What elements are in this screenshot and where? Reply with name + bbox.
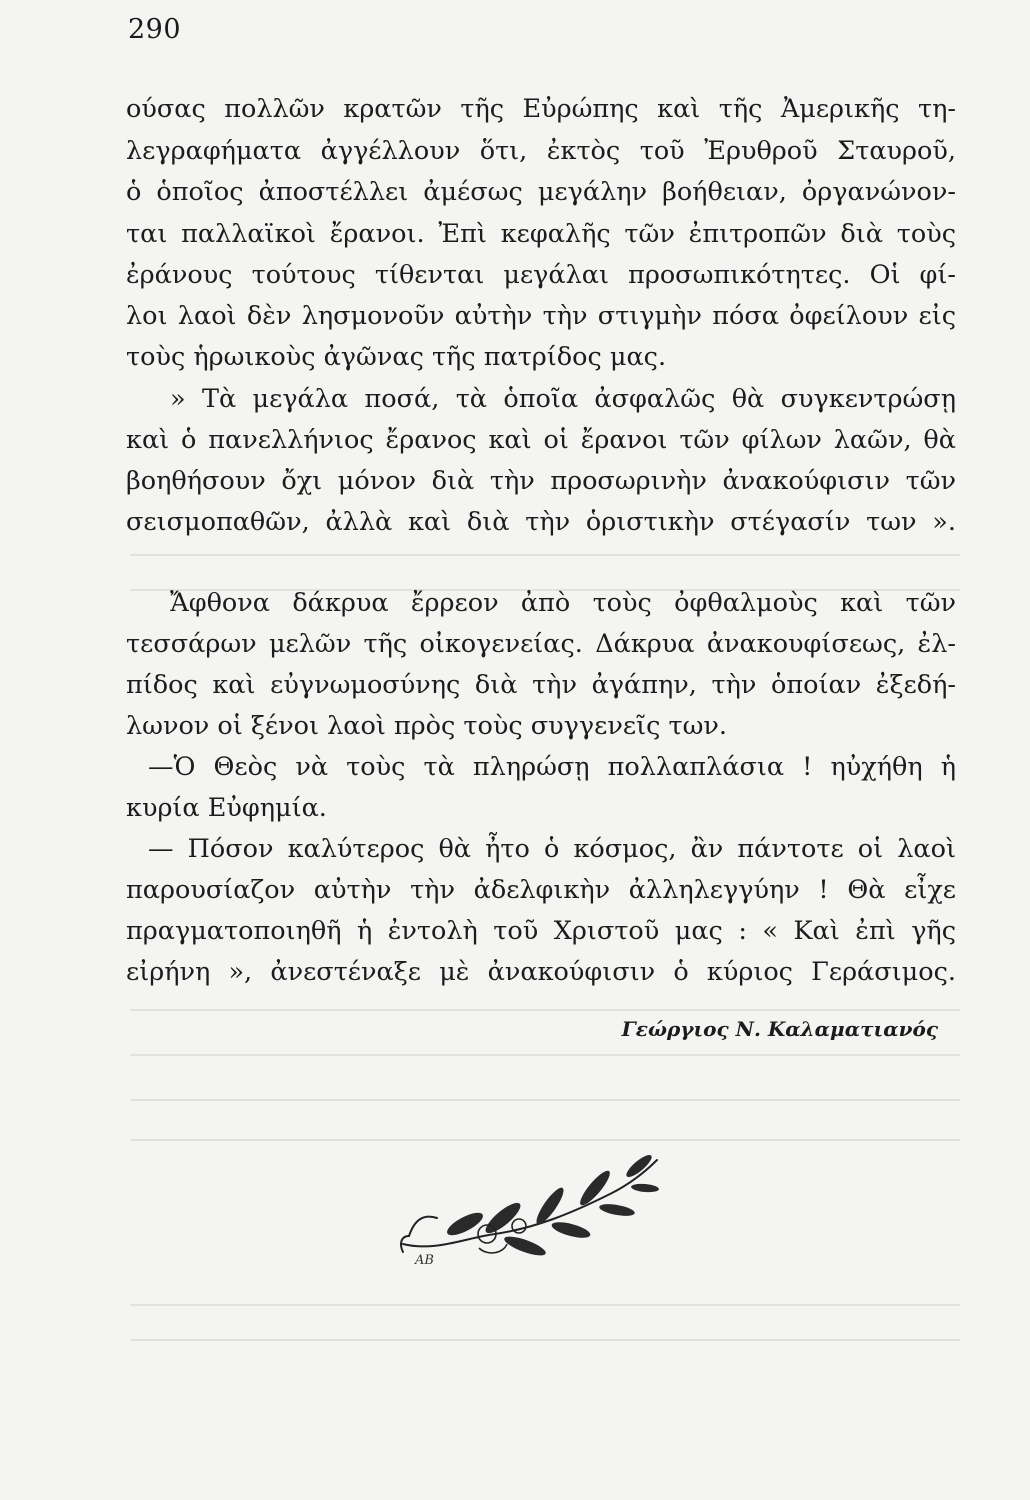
- text-line: τοὺς ἡρωικοὺς ἀγῶνας τῆς πατρίδος μας.: [126, 342, 667, 372]
- text-line: λωνον οἱ ξένοι λαοὶ πρὸς τοὺς συγγενεῖς των.: [126, 711, 727, 741]
- text-line: εἰρήνη », ἀνεστέναξε μὲ ἀνακούφισιν ὁ κύριος Γεράσιμος.: [126, 957, 956, 987]
- text-line: σεισμοπαθῶν, ἀλλὰ καὶ διὰ τὴν ὁριστικὴν στέγασίν των ».: [126, 507, 956, 537]
- text-line: καὶ ὁ πανελλήνιος ἔρανος καὶ οἱ ἔρανοι τῶν φίλων λαῶν, θὰ: [126, 425, 956, 455]
- text-line: βοηθήσουν ὄχι μόνον διὰ τὴν προσωρινὴν ἀνακούφισιν τῶν: [126, 466, 956, 496]
- text-line: — Πόσον καλύτερος θὰ ἦτο ὁ κόσμος, ἂν πάντοτε οἱ λαοὶ: [148, 834, 956, 864]
- text-line: Ἄφθονα δάκρυα ἔρρεον ἀπὸ τοὺς ὀφθαλμοὺς καὶ τῶν: [170, 588, 956, 618]
- laurel-branch-ornament: [395, 1148, 665, 1268]
- page-number: 290: [128, 14, 182, 45]
- ornament-initials: ΑΒ: [415, 1253, 434, 1268]
- text-line: παρουσίαζον αὐτὴν τὴν ἀδελφικὴν ἀλληλεγγύην ! Θὰ εἶχε: [126, 875, 956, 905]
- text-line: ται παλλαϊκοὶ ἔρανοι. Ἐπὶ κεφαλῆς τῶν ἐπιτροπῶν διὰ τοὺς: [126, 219, 956, 249]
- text-line: ἐράνους τούτους τίθενται μεγάλαι προσωπικότητες. Οἱ φί-: [126, 260, 956, 290]
- text-line: —Ὁ Θεὸς νὰ τοὺς τὰ πληρώσῃ πολλαπλάσια ! ηὐχήθη ἡ: [148, 752, 956, 782]
- text-line: » Τὰ μεγάλα ποσά, τὰ ὁποῖα ἀσφαλῶς θὰ συγκεντρώσῃ: [170, 384, 956, 414]
- text-line: τεσσάρων μελῶν τῆς οἰκογενείας. Δάκρυα ἀνακουφίσεως, ἐλ-: [126, 629, 956, 659]
- text-line: πραγματοποιηθῆ ἡ ἐντολὴ τοῦ Χριστοῦ μας : « Καὶ ἐπὶ γῆς: [126, 916, 956, 946]
- text-line: πίδος καὶ εὐγνωμοσύνης διὰ τὴν ἀγάπην, τὴν ὁποίαν ἐξεδή-: [126, 670, 956, 700]
- text-line: ούσας πολλῶν κρατῶν τῆς Εὐρώπης καὶ τῆς Ἀμερικῆς τη-: [126, 94, 956, 124]
- text-line: λεγραφήματα ἀγγέλλουν ὅτι, ἐκτὸς τοῦ Ἐρυθροῦ Σταυροῦ,: [126, 136, 956, 166]
- text-line: ὁ ὁποῖος ἀποστέλλει ἀμέσως μεγάλην βοήθειαν, ὀργανώνον-: [126, 177, 956, 207]
- author-signature: Γεώργιος Ν. Καλαματιανός: [621, 1017, 938, 1041]
- text-line: κυρία Εὐφημία.: [126, 793, 327, 823]
- text-line: λοι λαοὶ δὲν λησμονοῦν αὐτὴν τὴν στιγμὴν πόσα ὀφείλουν εἰς: [126, 301, 956, 331]
